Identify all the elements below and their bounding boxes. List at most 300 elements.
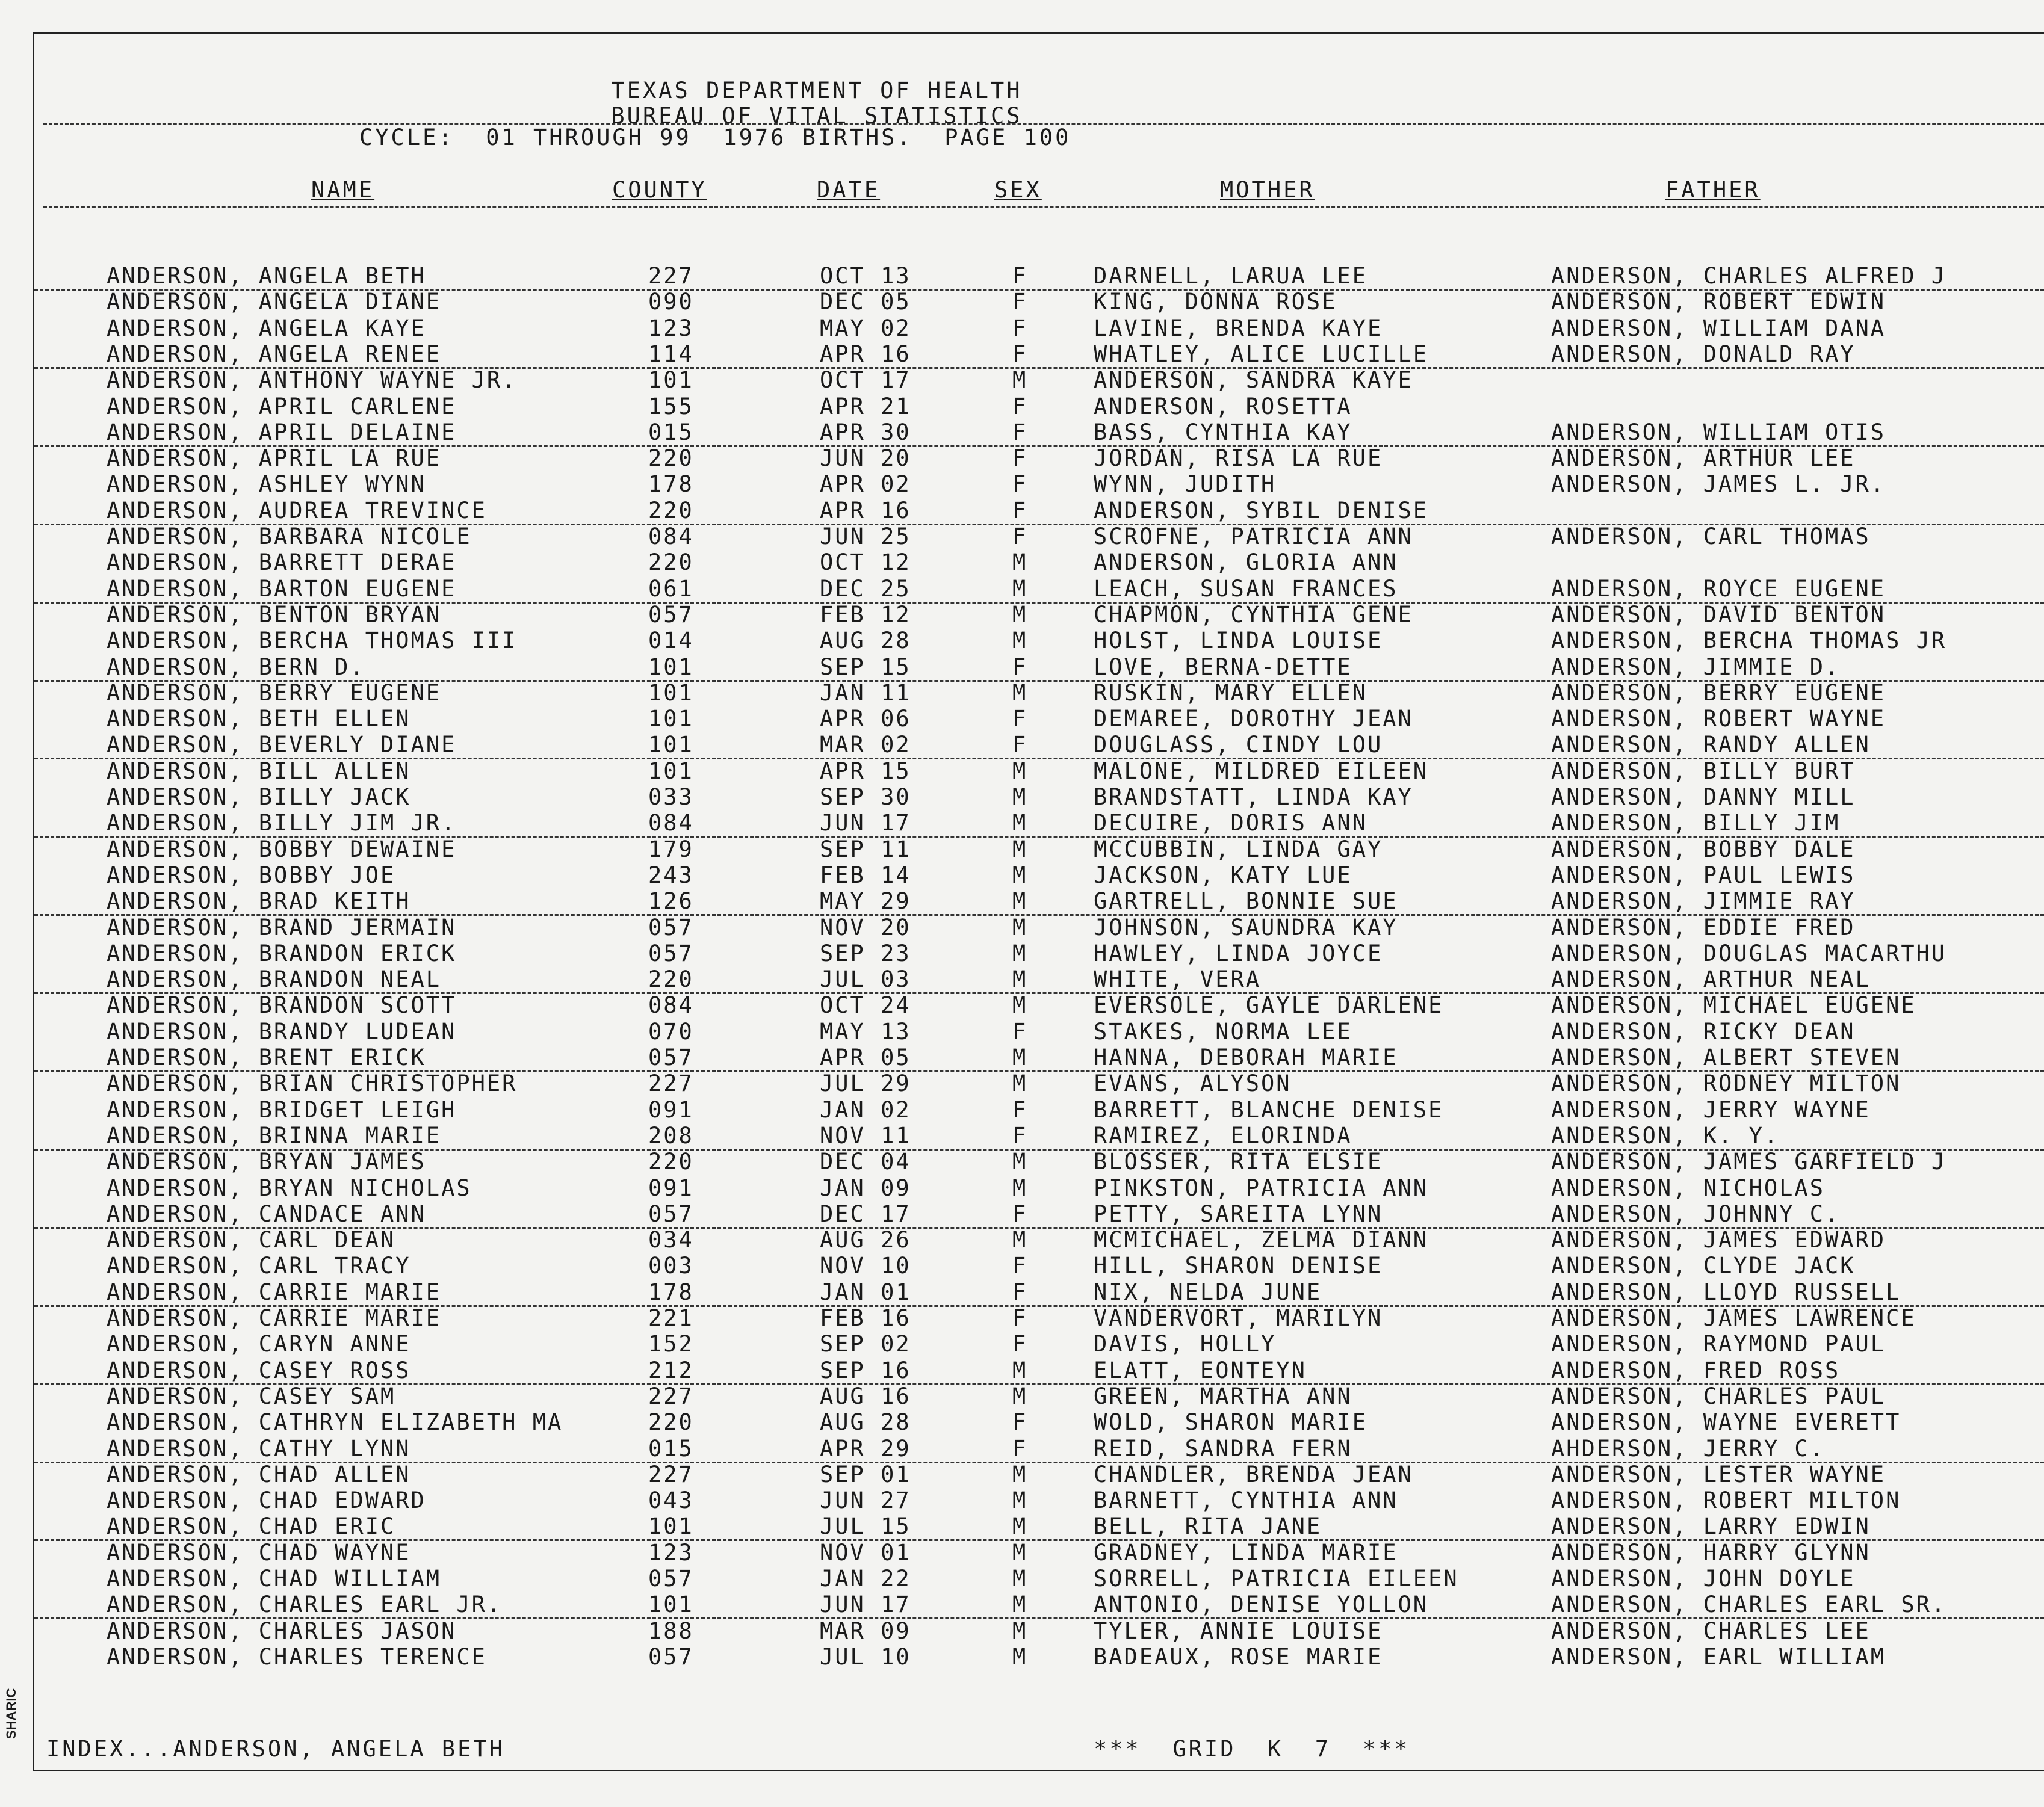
cell-sex: M xyxy=(1012,1070,1028,1097)
cell-name: ANDERSON, BRANDY LUDEAN xyxy=(107,1018,457,1045)
cell-date: FEB 14 xyxy=(820,862,911,888)
cell-name: ANDERSON, ANTHONY WAYNE JR. xyxy=(107,367,518,394)
cell-county: 123 xyxy=(648,315,694,341)
cell-mother: DECUIRE, DORIS ANN xyxy=(1094,810,1367,836)
cell-county: 034 xyxy=(648,1227,694,1253)
cell-sex: F xyxy=(1012,497,1028,524)
cell-date: JUL 10 xyxy=(820,1643,911,1670)
table-row xyxy=(34,1540,2044,1566)
cell-sex: M xyxy=(1012,862,1028,888)
cell-sex: F xyxy=(1012,1305,1028,1331)
cell-name: ANDERSON, AUDREA TREVINCE xyxy=(107,497,487,524)
cell-sex: M xyxy=(1012,940,1028,966)
cell-county: 152 xyxy=(648,1331,694,1358)
cell-name: ANDERSON, CARRIE MARIE xyxy=(107,1279,442,1305)
table-row xyxy=(34,1513,2044,1541)
cell-name: ANDERSON, BARTON EUGENE xyxy=(107,575,457,602)
cell-sex: M xyxy=(1012,628,1028,654)
cell-date: JUN 25 xyxy=(820,524,911,549)
table-row xyxy=(34,289,2044,315)
cell-date: JAN 22 xyxy=(820,1566,911,1592)
cell-father: ANDERSON, LLOYD RUSSELL xyxy=(1551,1279,1901,1305)
cell-county: 208 xyxy=(648,1122,694,1149)
cell-father: ANDERSON, ARTHUR NEAL xyxy=(1551,966,1871,993)
cell-mother: BADEAUX, ROSE MARIE xyxy=(1094,1643,1383,1670)
cell-mother: ANDERSON, SANDRA KAYE xyxy=(1094,367,1413,394)
cell-mother: EVERSOLE, GAYLE DARLENE xyxy=(1094,992,1444,1019)
cell-county: 057 xyxy=(648,601,694,628)
cell-father: ANDERSON, WAYNE EVERETT xyxy=(1551,1409,1901,1436)
cell-county: 220 xyxy=(648,497,694,524)
cell-mother: RUSKIN, MARY ELLEN xyxy=(1094,679,1367,706)
cell-sex: M xyxy=(1012,1227,1028,1253)
table-row xyxy=(34,732,2044,759)
document-sheet xyxy=(33,32,2044,1771)
cell-mother: BASS, CYNTHIA KAY xyxy=(1094,419,1352,445)
cell-mother: REID, SANDRA FERN xyxy=(1094,1435,1352,1462)
cell-father: ANDERSON, CARL THOMAS xyxy=(1551,524,1871,549)
cell-sex: M xyxy=(1012,966,1028,993)
cell-county: 014 xyxy=(648,628,694,654)
table-row xyxy=(34,915,2044,941)
cell-father: ANDERSON, ROBERT WAYNE xyxy=(1551,706,1886,732)
cell-father: ANDERSON, CHARLES LEE xyxy=(1551,1617,1871,1644)
cell-name: ANDERSON, CARYN ANNE xyxy=(107,1331,411,1358)
cell-county: 057 xyxy=(648,940,694,966)
cell-sex: F xyxy=(1012,1409,1028,1436)
cell-date: FEB 12 xyxy=(820,601,911,628)
cell-date: NOV 01 xyxy=(820,1539,911,1566)
table-row xyxy=(34,758,2044,784)
cell-date: JAN 02 xyxy=(820,1096,911,1123)
cell-father: ANDERSON, WILLIAM DANA xyxy=(1551,315,1886,341)
cell-father: AHDERSON, JERRY C. xyxy=(1551,1435,1825,1462)
cell-sex: F xyxy=(1012,341,1028,367)
cell-sex: F xyxy=(1012,1122,1028,1149)
cell-date: SEP 30 xyxy=(820,784,911,810)
cell-name: ANDERSON, CHAD WILLIAM xyxy=(107,1566,442,1592)
cell-mother: KING, DONNA ROSE xyxy=(1094,289,1337,315)
table-row xyxy=(34,524,2044,549)
cell-father: ANDERSON, ROYCE EUGENE xyxy=(1551,575,1886,602)
table-row xyxy=(34,628,2044,653)
cell-county: 061 xyxy=(648,575,694,602)
cell-father: ANDERSON, CHARLES EARL SR. xyxy=(1551,1592,1947,1618)
cell-mother: MCCUBBIN, LINDA GAY xyxy=(1094,836,1383,862)
cell-mother: ANTONIO, DENISE YOLLON xyxy=(1094,1592,1429,1618)
cell-father: ANDERSON, BILLY JIM xyxy=(1551,810,1841,836)
cell-county: 070 xyxy=(648,1018,694,1045)
cell-date: SEP 11 xyxy=(820,836,911,862)
cell-county: 057 xyxy=(648,1200,694,1227)
cell-father: ANDERSON, JAMES EDWARD xyxy=(1551,1227,1886,1253)
cell-mother: SCROFNE, PATRICIA ANN xyxy=(1094,524,1413,549)
cell-mother: LEACH, SUSAN FRANCES xyxy=(1094,575,1398,602)
cell-date: APR 21 xyxy=(820,393,911,419)
cell-sex: F xyxy=(1012,393,1028,419)
cell-name: ANDERSON, CARRIE MARIE xyxy=(107,1305,442,1331)
cell-sex: F xyxy=(1012,315,1028,341)
cycle-line: CYCLE: 01 THROUGH 99 1976 BIRTHS. PAGE 100 xyxy=(359,125,1071,150)
cell-name: ANDERSON, BERCHA THOMAS III xyxy=(107,628,518,654)
cell-county: 155 xyxy=(648,393,694,419)
cell-name: ANDERSON, CARL DEAN xyxy=(107,1227,396,1253)
table-row xyxy=(34,315,2044,341)
cell-date: MAR 02 xyxy=(820,732,911,758)
cell-name: ANDERSON, ANGELA DIANE xyxy=(107,289,442,315)
cell-date: JUN 17 xyxy=(820,1592,911,1618)
cell-mother: STAKES, NORMA LEE xyxy=(1094,1018,1352,1045)
cell-mother: ANDERSON, GLORIA ANN xyxy=(1094,549,1398,576)
cell-name: ANDERSON, BRAD KEITH xyxy=(107,888,411,915)
cell-county: 220 xyxy=(648,1149,694,1175)
cell-sex: M xyxy=(1012,549,1028,576)
cell-sex: M xyxy=(1012,1617,1028,1644)
cell-county: 101 xyxy=(648,679,694,706)
cell-sex: M xyxy=(1012,888,1028,915)
cell-sex: M xyxy=(1012,1487,1028,1514)
cell-father: ANDERSON, RICKY DEAN xyxy=(1551,1018,1856,1045)
cell-father: ANDERSON, JAMES LAWRENCE xyxy=(1551,1305,1916,1331)
cell-sex: M xyxy=(1012,784,1028,810)
cell-name: ANDERSON, CHAD EDWARD xyxy=(107,1487,426,1514)
table-row xyxy=(34,1201,2044,1229)
cell-date: NOV 20 xyxy=(820,914,911,941)
cell-mother: HANNA, DEBORAH MARIE xyxy=(1094,1045,1398,1070)
table-row xyxy=(34,263,2044,291)
cell-name: ANDERSON, BRANDON ERICK xyxy=(107,940,457,966)
cell-date: SEP 01 xyxy=(820,1461,911,1487)
cell-mother: SORRELL, PATRICIA EILEEN xyxy=(1094,1566,1459,1592)
cell-father: ANDERSON, JIMMIE RAY xyxy=(1551,888,1856,915)
table-row xyxy=(34,1436,2044,1463)
cell-date: APR 16 xyxy=(820,497,911,524)
cell-county: 043 xyxy=(648,1487,694,1514)
cell-mother: DARNELL, LARUA LEE xyxy=(1094,263,1367,289)
side-label: SHARIC xyxy=(4,1688,19,1739)
cell-county: 101 xyxy=(648,653,694,680)
column-header-mother: MOTHER xyxy=(1220,177,1315,203)
cell-name: ANDERSON, BRENT ERICK xyxy=(107,1045,426,1070)
cell-sex: M xyxy=(1012,1357,1028,1383)
table-row xyxy=(34,1227,2044,1253)
table-row xyxy=(34,888,2044,916)
cell-date: JUN 17 xyxy=(820,810,911,836)
cell-county: 227 xyxy=(648,263,694,289)
cell-father: ANDERSON, JOHN DOYLE xyxy=(1551,1566,1856,1592)
table-row xyxy=(34,784,2044,810)
cell-county: 003 xyxy=(648,1253,694,1279)
cell-date: JUL 15 xyxy=(820,1513,911,1540)
cell-father: ANDERSON, CLYDE JACK xyxy=(1551,1253,1856,1279)
cell-date: DEC 17 xyxy=(820,1200,911,1227)
cell-sex: M xyxy=(1012,1383,1028,1409)
cell-father: ANDERSON, BERRY EUGENE xyxy=(1551,679,1886,706)
cell-name: ANDERSON, ASHLEY WYNN xyxy=(107,471,426,498)
column-header-date: DATE xyxy=(817,177,881,203)
table-row xyxy=(34,654,2044,682)
cell-father: ANDERSON, FRED ROSS xyxy=(1551,1357,1841,1383)
cell-father: ANDERSON, WILLIAM OTIS xyxy=(1551,419,1886,445)
cell-mother: HILL, SHARON DENISE xyxy=(1094,1253,1383,1279)
table-row xyxy=(34,1331,2044,1357)
table-row xyxy=(34,992,2044,1018)
cell-county: 220 xyxy=(648,445,694,472)
table-row xyxy=(34,549,2044,575)
column-header-name: NAME xyxy=(311,177,375,203)
table-row xyxy=(34,471,2044,497)
cell-date: DEC 04 xyxy=(820,1149,911,1175)
cell-date: MAY 02 xyxy=(820,315,911,341)
cell-county: 084 xyxy=(648,992,694,1019)
cell-date: JAN 01 xyxy=(820,1279,911,1305)
cell-date: AUG 16 xyxy=(820,1383,911,1409)
bureau-title: BUREAU OF VITAL STATISTICS xyxy=(611,103,1023,129)
cell-father: ANDERSON, NICHOLAS xyxy=(1551,1175,1825,1201)
cell-father: ANDERSON, JAMES L. JR. xyxy=(1551,471,1886,498)
cell-county: 033 xyxy=(648,784,694,810)
cell-mother: DEMAREE, DOROTHY JEAN xyxy=(1094,706,1413,732)
cell-date: DEC 25 xyxy=(820,575,911,602)
cell-sex: M xyxy=(1012,1175,1028,1201)
cell-name: ANDERSON, BERRY EUGENE xyxy=(107,679,442,706)
cell-father: ANDERSON, ROBERT MILTON xyxy=(1551,1487,1901,1514)
cell-father: ANDERSON, JOHNNY C. xyxy=(1551,1200,1841,1227)
table-row xyxy=(34,1618,2044,1644)
cell-sex: M xyxy=(1012,1539,1028,1566)
cell-father: ANDERSON, BILLY BURT xyxy=(1551,758,1856,784)
cell-mother: GRADNEY, LINDA MARIE xyxy=(1094,1539,1398,1566)
cell-sex: M xyxy=(1012,367,1028,394)
cell-sex: M xyxy=(1012,1461,1028,1487)
cell-county: 221 xyxy=(648,1305,694,1331)
cell-county: 101 xyxy=(648,367,694,394)
table-row xyxy=(34,1019,2044,1045)
cell-mother: CHANDLER, BRENDA JEAN xyxy=(1094,1461,1413,1487)
table-row xyxy=(34,862,2044,888)
table-row xyxy=(34,367,2044,393)
cell-date: NOV 10 xyxy=(820,1253,911,1279)
cell-mother: BARNETT, CYNTHIA ANN xyxy=(1094,1487,1398,1514)
cell-mother: GREEN, MARTHA ANN xyxy=(1094,1383,1352,1409)
cell-father: ANDERSON, ROBERT EDWIN xyxy=(1551,289,1886,315)
cell-father: ANDERSON, K. Y. xyxy=(1551,1122,1780,1149)
cell-name: ANDERSON, BRIAN CHRISTOPHER xyxy=(107,1070,518,1097)
cell-father: ANDERSON, ALBERT STEVEN xyxy=(1551,1045,1901,1070)
cell-father: ANDERSON, PAUL LEWIS xyxy=(1551,862,1856,888)
cell-date: JUN 20 xyxy=(820,445,911,472)
cell-mother: DAVIS, HOLLY xyxy=(1094,1331,1277,1358)
cell-father: ANDERSON, DOUGLAS MACARTHU xyxy=(1551,940,1947,966)
table-row xyxy=(34,1487,2044,1513)
cell-mother: MCMICHAEL, ZELMA DIANN xyxy=(1094,1227,1429,1253)
cell-county: 101 xyxy=(648,732,694,758)
cell-mother: VANDERVORT, MARILYN xyxy=(1094,1305,1383,1331)
cell-date: AUG 26 xyxy=(820,1227,911,1253)
cell-mother: PETTY, SAREITA LYNN xyxy=(1094,1200,1383,1227)
cell-sex: F xyxy=(1012,1279,1028,1305)
cell-sex: F xyxy=(1012,1018,1028,1045)
index-footer: INDEX...ANDERSON, ANGELA BETH xyxy=(46,1736,506,1762)
cell-county: 227 xyxy=(648,1461,694,1487)
cell-date: APR 05 xyxy=(820,1045,911,1070)
table-row xyxy=(34,1175,2044,1201)
cell-name: ANDERSON, BILLY JACK xyxy=(107,784,411,810)
cell-date: SEP 02 xyxy=(820,1331,911,1358)
cell-county: 123 xyxy=(648,1539,694,1566)
cell-name: ANDERSON, APRIL DELAINE xyxy=(107,419,457,445)
cell-date: AUG 28 xyxy=(820,628,911,654)
cell-sex: M xyxy=(1012,601,1028,628)
cell-county: 091 xyxy=(648,1175,694,1201)
cell-county: 057 xyxy=(648,1643,694,1670)
cell-name: ANDERSON, CHAD ALLEN xyxy=(107,1461,411,1487)
cell-sex: F xyxy=(1012,445,1028,472)
cell-date: JUL 03 xyxy=(820,966,911,993)
cell-name: ANDERSON, BERN D. xyxy=(107,653,365,680)
cell-name: ANDERSON, BRYAN NICHOLAS xyxy=(107,1175,472,1201)
cell-father: ANDERSON, CHARLES ALFRED J xyxy=(1551,263,1947,289)
cell-sex: F xyxy=(1012,1253,1028,1279)
cell-name: ANDERSON, BETH ELLEN xyxy=(107,706,411,732)
cell-name: ANDERSON, CANDACE ANN xyxy=(107,1200,426,1227)
cell-name: ANDERSON, CHAD ERIC xyxy=(107,1513,396,1540)
table-row xyxy=(34,966,2044,994)
cell-date: APR 30 xyxy=(820,419,911,445)
cell-sex: M xyxy=(1012,992,1028,1019)
cell-date: APR 16 xyxy=(820,341,911,367)
cell-county: 227 xyxy=(648,1383,694,1409)
table-row xyxy=(34,1409,2044,1435)
table-row xyxy=(34,836,2044,862)
cell-father: ANDERSON, JIMMIE D. xyxy=(1551,653,1841,680)
cell-mother: EVANS, ALYSON xyxy=(1094,1070,1292,1097)
cell-father: ANDERSON, RAYMOND PAUL xyxy=(1551,1331,1886,1358)
table-row xyxy=(34,1097,2044,1123)
cell-name: ANDERSON, BRANDON SCOTT xyxy=(107,992,457,1019)
cell-county: 101 xyxy=(648,1513,694,1540)
cell-father: ANDERSON, DAVID BENTON xyxy=(1551,601,1886,628)
cell-sex: F xyxy=(1012,471,1028,498)
cell-county: 114 xyxy=(648,341,694,367)
cell-county: 015 xyxy=(648,1435,694,1462)
cell-sex: M xyxy=(1012,836,1028,862)
cell-date: SEP 15 xyxy=(820,653,911,680)
cell-name: ANDERSON, ANGELA KAYE xyxy=(107,315,426,341)
cell-sex: F xyxy=(1012,1096,1028,1123)
cell-county: 091 xyxy=(648,1096,694,1123)
cell-date: OCT 24 xyxy=(820,992,911,1019)
cell-mother: RAMIREZ, ELORINDA xyxy=(1094,1122,1352,1149)
cell-date: APR 29 xyxy=(820,1435,911,1462)
cell-sex: M xyxy=(1012,679,1028,706)
table-row xyxy=(34,1045,2044,1072)
table-row xyxy=(34,1358,2044,1385)
cell-mother: HOLST, LINDA LOUISE xyxy=(1094,628,1383,654)
cell-father: ANDERSON, BOBBY DALE xyxy=(1551,836,1856,862)
cell-mother: PINKSTON, PATRICIA ANN xyxy=(1094,1175,1429,1201)
table-row xyxy=(34,1149,2044,1175)
cell-sex: M xyxy=(1012,914,1028,941)
cell-father: ANDERSON, EDDIE FRED xyxy=(1551,914,1856,941)
cell-county: 179 xyxy=(648,836,694,862)
cell-name: ANDERSON, BRIDGET LEIGH xyxy=(107,1096,457,1123)
cell-mother: JOHNSON, SAUNDRA KAY xyxy=(1094,914,1398,941)
column-header-rule xyxy=(43,206,2044,208)
column-header-sex: SEX xyxy=(994,177,1042,203)
cell-mother: JACKSON, KATY LUE xyxy=(1094,862,1352,888)
cell-mother: JORDAN, RISA LA RUE xyxy=(1094,445,1383,472)
cell-date: APR 15 xyxy=(820,758,911,784)
table-row xyxy=(34,498,2044,525)
cell-name: ANDERSON, CHAD WAYNE xyxy=(107,1539,411,1566)
table-row xyxy=(34,445,2044,471)
column-header-county: COUNTY xyxy=(612,177,707,203)
cell-name: ANDERSON, BRANDON NEAL xyxy=(107,966,442,993)
cell-date: OCT 12 xyxy=(820,549,911,576)
table-row xyxy=(34,341,2044,369)
cell-sex: M xyxy=(1012,810,1028,836)
cell-county: 220 xyxy=(648,1409,694,1436)
cell-father: ANDERSON, DANNY MILL xyxy=(1551,784,1856,810)
column-header-father: FATHER xyxy=(1665,177,1761,203)
table-row xyxy=(34,810,2044,838)
cell-name: ANDERSON, BILLY JIM JR. xyxy=(107,810,457,836)
cell-date: DEC 05 xyxy=(820,289,911,315)
cell-name: ANDERSON, ANGELA BETH xyxy=(107,263,426,289)
cell-mother: GARTRELL, BONNIE SUE xyxy=(1094,888,1398,915)
cell-county: 101 xyxy=(648,1592,694,1618)
cell-sex: M xyxy=(1012,1045,1028,1070)
cell-date: SEP 23 xyxy=(820,940,911,966)
cell-mother: MALONE, MILDRED EILEEN xyxy=(1094,758,1429,784)
cell-county: 243 xyxy=(648,862,694,888)
cell-sex: M xyxy=(1012,1643,1028,1670)
cell-county: 188 xyxy=(648,1617,694,1644)
table-row xyxy=(34,576,2044,604)
cell-mother: ELATT, EONTEYN xyxy=(1094,1357,1307,1383)
cell-county: 178 xyxy=(648,471,694,498)
cell-sex: F xyxy=(1012,732,1028,758)
cell-county: 101 xyxy=(648,758,694,784)
table-row xyxy=(34,706,2044,732)
cell-father: ANDERSON, JERRY WAYNE xyxy=(1551,1096,1871,1123)
cell-name: ANDERSON, CHARLES JASON xyxy=(107,1617,457,1644)
table-row xyxy=(34,941,2044,966)
cell-county: 220 xyxy=(648,549,694,576)
table-row xyxy=(34,680,2044,706)
cell-sex: M xyxy=(1012,1513,1028,1540)
cell-date: FEB 16 xyxy=(820,1305,911,1331)
table-row xyxy=(34,1305,2044,1331)
table-row xyxy=(34,1123,2044,1151)
cell-sex: M xyxy=(1012,758,1028,784)
cell-sex: F xyxy=(1012,1435,1028,1462)
cell-county: 084 xyxy=(648,810,694,836)
table-row xyxy=(34,1644,2044,1670)
cell-name: ANDERSON, BRYAN JAMES xyxy=(107,1149,426,1175)
cell-name: ANDERSON, BARBARA NICOLE xyxy=(107,524,472,549)
cell-mother: WHATLEY, ALICE LUCILLE xyxy=(1094,341,1429,367)
cell-father: ANDERSON, BERCHA THOMAS JR xyxy=(1551,628,1947,654)
cell-father: ANDERSON, LARRY EDWIN xyxy=(1551,1513,1871,1540)
cell-date: JAN 09 xyxy=(820,1175,911,1201)
table-row xyxy=(34,419,2044,447)
cell-mother: WYNN, JUDITH xyxy=(1094,471,1277,498)
cell-name: ANDERSON, CASEY SAM xyxy=(107,1383,396,1409)
cell-date: JAN 11 xyxy=(820,679,911,706)
cell-name: ANDERSON, CATHY LYNN xyxy=(107,1435,411,1462)
